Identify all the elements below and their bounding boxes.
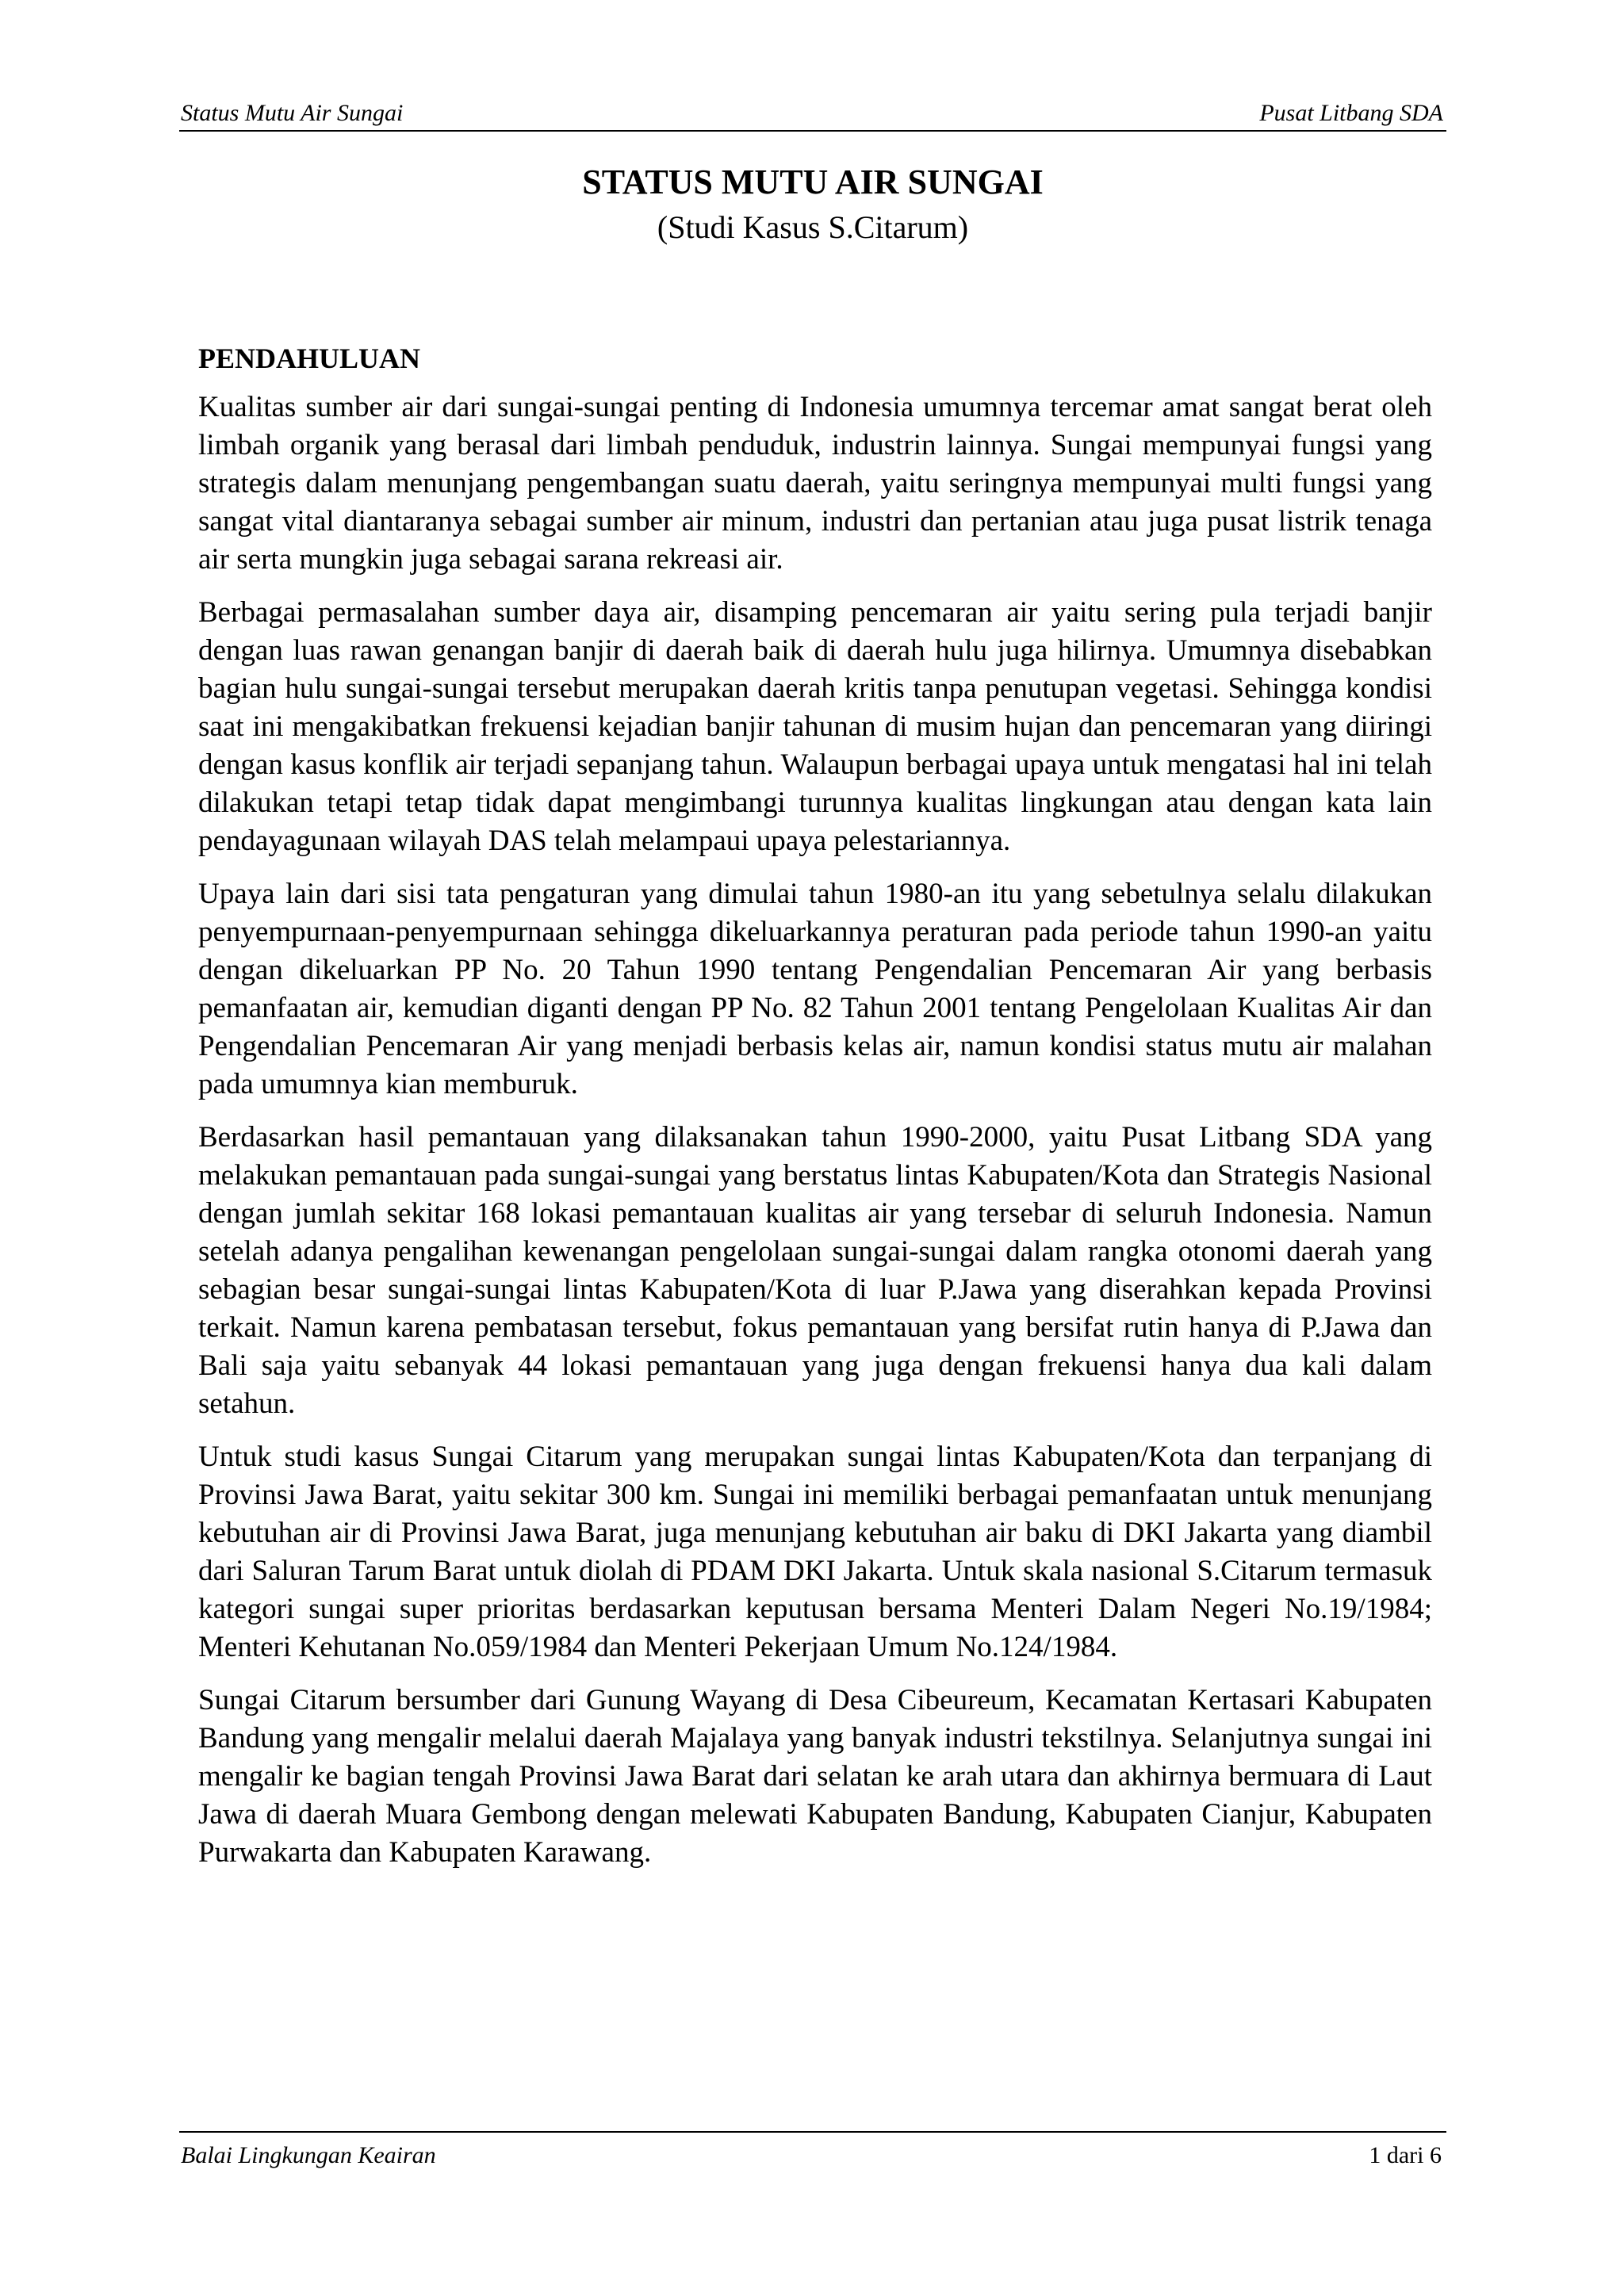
page-footer [179,2131,1446,2177]
paragraph-4: Berdasarkan hasil pemantauan yang dilaksanakan tahun 1990-2000, yaitu Pusat Litbang SDA yang melakukan pemantauan pada sungai-sungai yang berstatus lintas Kabupaten/Kota dan Strategis Nasional dengan jumlah sekitar 168 lokasi pemantauan kualitas air yang tersebar di seluruh Indonesia. Namun setelah adanya pengalihan kewenangan pengelolaan sungai-sungai dalam rangka otonomi daerah yang sebagian besar sungai-sungai lintas Kabupaten/Kota di luar P.Jawa yang diserahkan kepada Provinsi terkait. Namun karena pembatasan tersebut, fokus pemantauan yang bersifat rutin hanya di P.Jawa dan Bali saja yaitu sebanyak 44 lokasi pemantauan yang juga dengan frekuensi hanya dua kali dalam setahun. [198,1121,1432,1420]
paragraph-1: Kualitas sumber air dari sungai-sungai penting di Indonesia umumnya tercemar amat sangat berat oleh limbah organik yang berasal dari limbah penduduk, industrin lainnya. Sungai mempunyai fungsi yang strategis dalam menunjang pengembangan suatu daerah, yaitu seringnya mempunyai multi fungsi yang sangat vital diantaranya sebagai sumber air minum, industri dan pertanian atau juga pusat listrik tenaga air serta mungkin juga sebagai sarana rekreasi air. [198,391,1432,576]
page-title: STATUS MUTU AIR SUNGAI [582,163,1044,201]
paragraph-5: Untuk studi kasus Sungai Citarum yang merupakan sungai lintas Kabupaten/Kota dan terpanjang di Provinsi Jawa Barat, yaitu sekitar 300 km. Sungai ini memiliki berbagai pemanfaatan untuk menunjang kebutuhan air di Provinsi Jawa Barat, juga menunjang kebutuhan air baku di DKI Jakarta yang diambil dari Saluran Tarum Barat untuk diolah di PDAM DKI Jakarta. Untuk skala nasional S.Citarum termasuk kategori sungai super prioritas berdasarkan keputusan bersama Menteri Dalam Negeri No.19/1984; Menteri Kehutanan No.059/1984 dan Menteri Pekerjaan Umum No.124/1984. [198,1441,1432,1663]
page-number: 1 dari 6 [1369,2142,1442,2168]
page-header [179,94,1446,132]
header-organization: Pusat Litbang SDA [1259,100,1443,126]
section-pendahuluan [198,341,1432,1887]
section-heading: PENDAHULUAN [198,342,421,374]
header-document-title: Status Mutu Air Sungai [181,100,404,126]
paragraph-3: Upaya lain dari sisi tata pengaturan yang dimulai tahun 1980-an itu yang sebetulnya selalu dilakukan penyempurnaan-penyempurnaan sehingga dikeluarkannya peraturan pada periode tahun 1990-an yaitu dengan dikeluarkan PP No. 20 Tahun 1990 tentang Pengendalian Pencemaran Air yang berbasis pemanfaatan air, kemudian diganti dengan PP No. 82 Tahun 2001 tentang Pengelolaan Kualitas Air dan Pengendalian Pencemaran Air yang menjadi berbasis kelas air, namun kondisi status mutu air malahan pada umumnya kian memburuk. [198,878,1432,1100]
title-block [179,162,1446,247]
footer-institution: Balai Lingkungan Keairan [181,2142,436,2168]
page-subtitle: (Studi Kasus S.Citarum) [657,209,969,245]
paragraph-2: Berbagai permasalahan sumber daya air, disamping pencemaran air yaitu sering pula terjadi banjir dengan luas rawan genangan banjir di daerah baik di daerah hulu juga hilirnya. Umumnya disebabkan bagian hulu sungai-sungai tersebut merupakan daerah kritis tanpa penutupan vegetasi. Sehingga kondisi saat ini mengakibatkan frekuensi kejadian banjir tahunan di musim hujan dan pencemaran yang diiringi dengan kasus konflik air terjadi sepanjang tahun. Walaupun berbagai upaya untuk mengatasi hal ini telah dilakukan tetapi tetap tidak dapat mengimbangi turunnya kualitas lingkungan atau dengan kata lain pendayagunaan wilayah DAS telah melampaui upaya pelestariannya. [198,596,1432,857]
paragraph-6: Sungai Citarum bersumber dari Gunung Wayang di Desa Cibeureum, Kecamatan Kertasari Kabupaten Bandung yang mengalir melalui daerah Majalaya yang banyak industri tekstilnya. Selanjutnya sungai ini mengalir ke bagian tengah Provinsi Jawa Barat dari selatan ke arah utara dan akhirnya bermuara di Laut Jawa di daerah Muara Gembong dengan melewati Kabupaten Bandung, Kabupaten Cianjur, Kabupaten Purwakarta dan Kabupaten Karawang. [198,1684,1432,1869]
